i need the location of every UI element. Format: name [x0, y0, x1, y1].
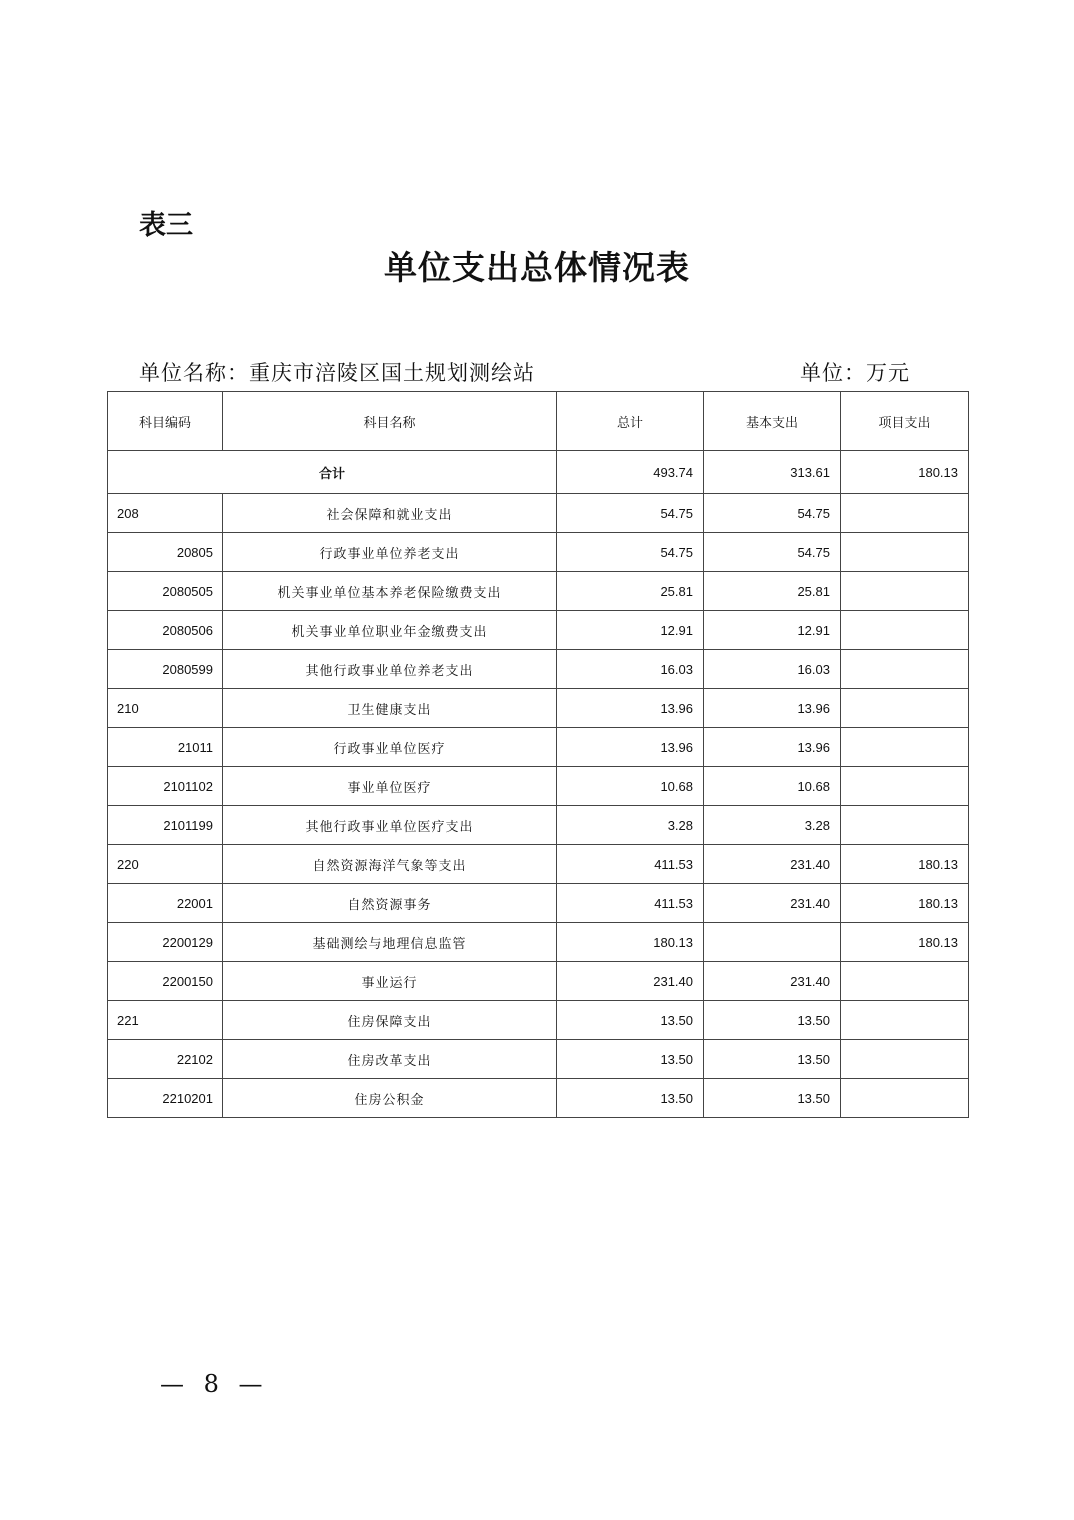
row-basic: 13.50	[704, 1040, 841, 1079]
row-total: 180.13	[557, 923, 704, 962]
row-project: 180.13	[841, 845, 969, 884]
table-row	[108, 611, 969, 650]
table-row	[108, 923, 969, 962]
table-row	[108, 806, 969, 845]
currency-unit: 单位：万元	[800, 361, 910, 385]
column-header-basic: 基本支出	[704, 392, 841, 451]
row-project: 180.13	[841, 923, 969, 962]
row-code: 2200129	[108, 923, 223, 962]
row-total: 25.81	[557, 572, 704, 611]
row-code: 210	[108, 689, 223, 728]
page-number: — 8 —	[160, 1370, 269, 1398]
row-project	[841, 728, 969, 767]
table-row	[108, 1001, 969, 1040]
row-code: 20805	[108, 533, 223, 572]
row-total: 411.53	[557, 884, 704, 923]
total-label: 合计	[108, 451, 557, 494]
row-code: 208	[108, 494, 223, 533]
row-name: 社会保障和就业支出	[223, 494, 557, 533]
row-total: 13.50	[557, 1040, 704, 1079]
row-code: 21011	[108, 728, 223, 767]
table-row	[108, 845, 969, 884]
row-name: 行政事业单位医疗	[223, 728, 557, 767]
table-row	[108, 962, 969, 1001]
row-basic: 231.40	[704, 962, 841, 1001]
row-basic: 13.96	[704, 728, 841, 767]
column-header-name: 科目名称	[223, 392, 557, 451]
table-row	[108, 767, 969, 806]
row-name: 行政事业单位养老支出	[223, 533, 557, 572]
row-name: 自然资源海洋气象等支出	[223, 845, 557, 884]
row-code: 2080506	[108, 611, 223, 650]
row-project	[841, 533, 969, 572]
row-total: 12.91	[557, 611, 704, 650]
total-total: 493.74	[557, 451, 704, 494]
row-project	[841, 494, 969, 533]
column-header-total: 总计	[557, 392, 704, 451]
row-name: 事业运行	[223, 962, 557, 1001]
row-project	[841, 611, 969, 650]
row-basic: 13.96	[704, 689, 841, 728]
row-name: 自然资源事务	[223, 884, 557, 923]
table-label: 表三	[139, 210, 193, 241]
row-code: 2101199	[108, 806, 223, 845]
row-project	[841, 689, 969, 728]
row-project	[841, 962, 969, 1001]
row-basic: 13.50	[704, 1079, 841, 1118]
row-basic: 25.81	[704, 572, 841, 611]
column-header-project: 项目支出	[841, 392, 969, 451]
row-name: 机关事业单位职业年金缴费支出	[223, 611, 557, 650]
row-name: 卫生健康支出	[223, 689, 557, 728]
row-code: 2210201	[108, 1079, 223, 1118]
row-code: 22001	[108, 884, 223, 923]
row-basic: 54.75	[704, 494, 841, 533]
row-total: 54.75	[557, 494, 704, 533]
table-row	[108, 494, 969, 533]
row-project: 180.13	[841, 884, 969, 923]
row-project	[841, 1001, 969, 1040]
row-name: 其他行政事业单位养老支出	[223, 650, 557, 689]
row-name: 住房保障支出	[223, 1001, 557, 1040]
row-code: 220	[108, 845, 223, 884]
row-project	[841, 1040, 969, 1079]
row-total: 13.50	[557, 1079, 704, 1118]
row-total: 411.53	[557, 845, 704, 884]
row-basic: 10.68	[704, 767, 841, 806]
total-row	[108, 451, 969, 494]
row-total: 54.75	[557, 533, 704, 572]
table-row	[108, 689, 969, 728]
row-code: 2080599	[108, 650, 223, 689]
total-project: 180.13	[841, 451, 969, 494]
row-basic: 16.03	[704, 650, 841, 689]
row-basic: 54.75	[704, 533, 841, 572]
page-title: 单位支出总体情况表	[384, 248, 690, 287]
row-total: 10.68	[557, 767, 704, 806]
row-total: 13.50	[557, 1001, 704, 1040]
row-total: 231.40	[557, 962, 704, 1001]
row-total: 13.96	[557, 689, 704, 728]
row-total: 13.96	[557, 728, 704, 767]
row-basic	[704, 923, 841, 962]
row-basic: 231.40	[704, 884, 841, 923]
table-row	[108, 1079, 969, 1118]
row-basic: 231.40	[704, 845, 841, 884]
table-header-row	[108, 392, 969, 451]
row-code: 22102	[108, 1040, 223, 1079]
row-name: 住房公积金	[223, 1079, 557, 1118]
column-header-code: 科目编码	[108, 392, 223, 451]
row-name: 机关事业单位基本养老保险缴费支出	[223, 572, 557, 611]
row-code: 2200150	[108, 962, 223, 1001]
row-name: 住房改革支出	[223, 1040, 557, 1079]
row-project	[841, 767, 969, 806]
row-basic: 12.91	[704, 611, 841, 650]
row-code: 2101102	[108, 767, 223, 806]
row-project	[841, 650, 969, 689]
row-name: 基础测绘与地理信息监管	[223, 923, 557, 962]
row-project	[841, 572, 969, 611]
table-row	[108, 1040, 969, 1079]
row-total: 16.03	[557, 650, 704, 689]
row-code: 221	[108, 1001, 223, 1040]
expenditure-table	[107, 391, 969, 1118]
table-row	[108, 650, 969, 689]
table-row	[108, 728, 969, 767]
table-row	[108, 884, 969, 923]
table-row	[108, 533, 969, 572]
row-basic: 13.50	[704, 1001, 841, 1040]
row-name: 事业单位医疗	[223, 767, 557, 806]
row-total: 3.28	[557, 806, 704, 845]
table-row	[108, 572, 969, 611]
row-code: 2080505	[108, 572, 223, 611]
row-basic: 3.28	[704, 806, 841, 845]
row-project	[841, 1079, 969, 1118]
total-basic: 313.61	[704, 451, 841, 494]
row-project	[841, 806, 969, 845]
row-name: 其他行政事业单位医疗支出	[223, 806, 557, 845]
unit-name: 单位名称：重庆市涪陵区国土规划测绘站	[139, 361, 535, 385]
